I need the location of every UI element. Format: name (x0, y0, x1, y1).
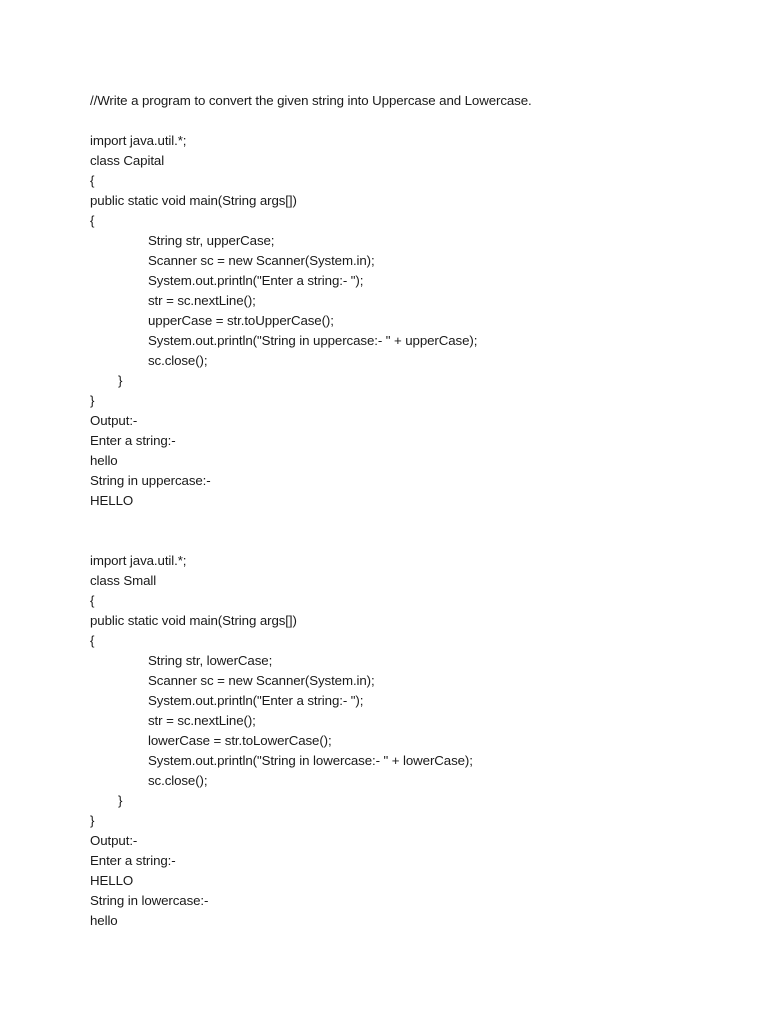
output-line: Output:- (90, 833, 138, 848)
code-line: class Small (90, 573, 157, 588)
code-line: class Capital (90, 153, 165, 168)
code-line: public static void main(String args[]) (90, 613, 297, 628)
blank-lines (90, 511, 730, 551)
code-line: String str, upperCase; (148, 233, 275, 248)
code-line: public static void main(String args[]) (90, 193, 297, 208)
output-line: hello (90, 913, 118, 928)
code-line: } (118, 373, 123, 388)
code-line: import java.util.*; (90, 553, 187, 568)
document-body (90, 91, 730, 931)
output-line: hello (90, 453, 118, 468)
code-line: { (90, 173, 95, 188)
code-line: { (90, 593, 95, 608)
output-line: Enter a string:- (90, 853, 176, 868)
code-line: } (118, 793, 123, 808)
output-line: Output:- (90, 413, 138, 428)
code-line: System.out.println("Enter a string:- "); (148, 693, 364, 708)
output-line: String in lowercase:- (90, 893, 209, 908)
code-line: } (90, 813, 95, 828)
code-line: Scanner sc = new Scanner(System.in); (148, 673, 375, 688)
output-line: HELLO (90, 873, 134, 888)
output-line: HELLO (90, 493, 134, 508)
code-line: System.out.println("String in lowercase:- " + lowerCase); (148, 753, 473, 768)
code-line: sc.close(); (148, 353, 208, 368)
code-line: sc.close(); (148, 773, 208, 788)
output-line: Enter a string:- (90, 433, 176, 448)
blank-line (90, 111, 730, 131)
code-line: import java.util.*; (90, 133, 187, 148)
code-line: System.out.println("String in uppercase:- " + upperCase); (148, 333, 478, 348)
code-line: lowerCase = str.toLowerCase(); (148, 733, 332, 748)
code-line: Scanner sc = new Scanner(System.in); (148, 253, 375, 268)
comment-line: //Write a program to convert the given string into Uppercase and Lowercase. (90, 93, 532, 108)
code-line: } (90, 393, 95, 408)
code-line: str = sc.nextLine(); (148, 713, 256, 728)
code-line: String str, lowerCase; (148, 653, 273, 668)
output-line: String in uppercase:- (90, 473, 211, 488)
code-line: upperCase = str.toUpperCase(); (148, 313, 334, 328)
code-line: { (90, 633, 95, 648)
code-line: System.out.println("Enter a string:- "); (148, 273, 364, 288)
code-line: str = sc.nextLine(); (148, 293, 256, 308)
code-line: { (90, 213, 95, 228)
